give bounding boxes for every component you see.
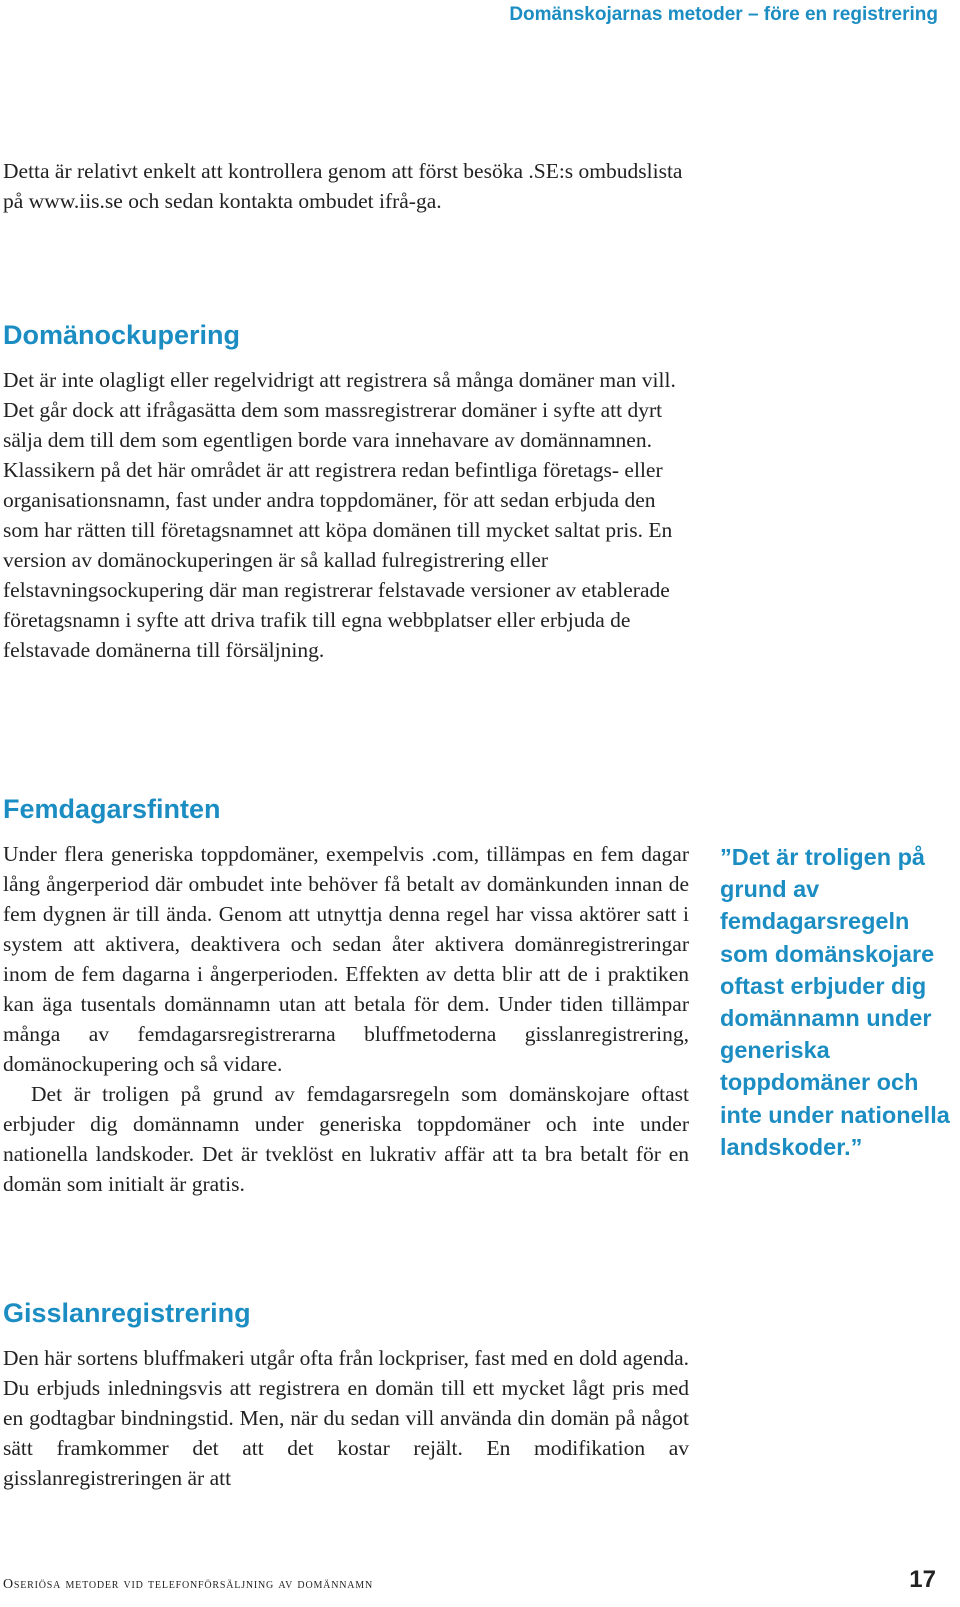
footer-publication-title: Oseriösa metoder vid telefonförsäljning av domännamn xyxy=(3,1577,373,1592)
femdagarsfinten-text xyxy=(3,839,689,1199)
gisslanregistrering-text xyxy=(3,1343,689,1493)
heading-domanockupering: Domänockupering xyxy=(3,320,241,350)
heading-femdagarsfinten: Femdagarsfinten xyxy=(3,794,221,824)
intro-paragraph: Detta är relativt enkelt att kontrollera genom att först besöka .SE:s ombudslista på www.iis.se och sedan kontakta ombudet ifrå-ga. xyxy=(3,159,683,213)
intro-text xyxy=(3,156,693,216)
domanockupering-text xyxy=(3,365,693,665)
femdagarsfinten-paragraph-1: Under flera generiska toppdomäner, exempelvis .com, tillämpas en fem dagar lång ångerperiod där ombudet inte behöver få betalt av domänkunden innan de fem dygnen är till ända. Genom att utnyttja denna regel har vissa aktörer satt i system att aktivera, deaktivera och sedan åter aktivera domänregistreringar inom de fem dagarna i ångerperioden. Effekten av detta blir att de i praktiken kan äga tusentals domännamn utan att betala för dem. Under tiden tillämpar många av femdagarsregistrerarna bluffmetoderna gisslanregistrering, domänockupering och så vidare. xyxy=(3,842,689,1076)
gisslanregistrering-paragraph: Den här sortens bluffmakeri utgår ofta från lockpriser, fast med en dold agenda. Du erbjuds inledningsvis att registrera en domän till ett mycket lågt pris med en godtagbar bindningstid. Men, när du sedan vill använda din domän på något sätt framkommer det att det kostar rejält. En modifikation av gisslanregistreringen är att xyxy=(3,1346,689,1490)
pull-quote-text: ”Det är troligen på grund av femdagarsregeln som domänskojare oftast erbjuder dig domännamn under generiska toppdomäner och inte under nationella landskoder.” xyxy=(720,844,950,1160)
femdagarsfinten-paragraph-2: Det är troligen på grund av femdagarsregeln som domänskojare oftast erbjuder dig domännamn under generiska toppdomäner och inte under nationella landskoder. Det är tveklöst en lukrativ affär att ta bra betalt för en domän som initialt är gratis. xyxy=(3,1082,689,1196)
running-header: Domänskojarnas metoder – före en registrering xyxy=(509,4,938,25)
pull-quote xyxy=(720,841,954,1163)
page-number: 17 xyxy=(909,1566,936,1593)
domanockupering-paragraph: Det är inte olagligt eller regelvidrigt att registrera så många domäner man vill. Det går dock att ifrågasätta dem som massregistrerar domäner i syfte att dyrt sälja dem till dem som egentligen borde vara innehavare av domännamnen. Klassikern på det här området är att registrera redan befintliga företags- eller organisationsnamn, fast under andra toppdomäner, för att sedan erbjuda den som har rätten till företagsnamnet att köpa domänen till mycket saltat pris. En version av domänockuperingen är så kallad fulregistrering eller felstavningsockupering där man registrerar felstavade versioner av etablerade företagsnamn i syfte att driva trafik till egna webbplatser eller erbjuda de felstavade domänerna till försäljning. xyxy=(3,368,676,662)
heading-gisslanregistrering: Gisslanregistrering xyxy=(3,1298,251,1328)
